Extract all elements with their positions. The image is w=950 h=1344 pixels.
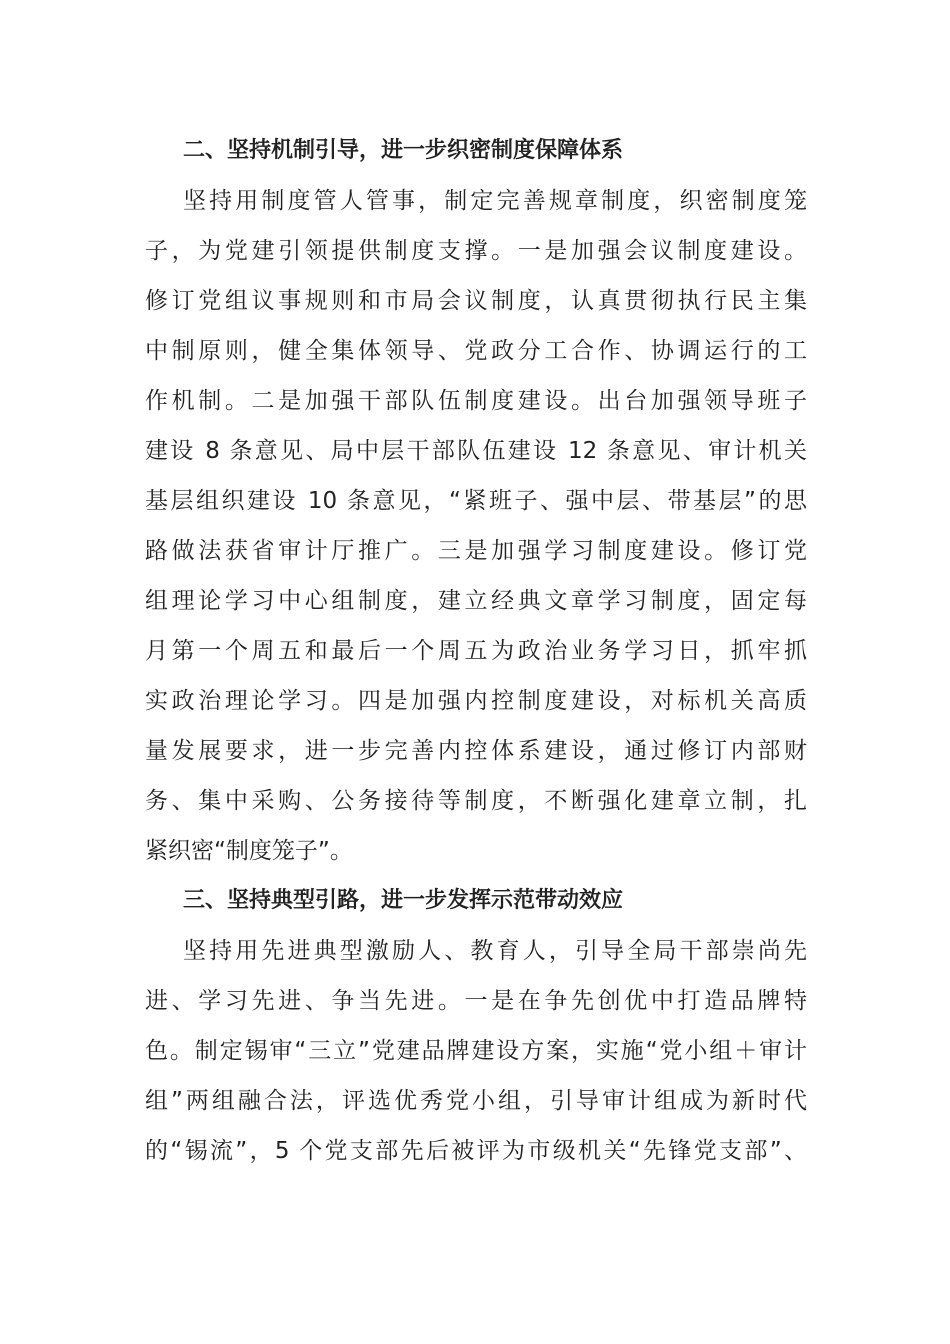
paragraph-line: 月第一个周五和最后一个周五为政治业务学习日，抓牢抓	[145, 638, 807, 664]
paragraph-line: 坚持用先进典型激励人、教育人，引导全局干部崇尚先	[183, 938, 807, 964]
paragraph-line: 紧织密“制度笼子”。	[145, 838, 353, 864]
paragraph-line: 务、集中采购、公务接待等制度，不断强化建章立制，扎	[145, 788, 807, 814]
paragraph-line: 组”两组融合法，评选优秀党小组，引导审计组成为新时代	[145, 1088, 807, 1114]
paragraph-line: 坚持用制度管人管事，制定完善规章制度，织密制度笼	[183, 188, 807, 214]
paragraph-line: 色。制定锡审“三立”党建品牌建设方案，实施“党小组＋审计	[145, 1038, 807, 1064]
document-body	[145, 126, 807, 1176]
section-paragraph	[145, 926, 807, 1176]
paragraph-line: 组理论学习中心组制度，建立经典文章学习制度，固定每	[145, 588, 807, 614]
paragraph-line: 实政治理论学习。四是加强内控制度建设，对标机关高质	[145, 688, 807, 714]
paragraph-line: 路做法获省审计厅推广。三是加强学习制度建设。修订党	[145, 538, 807, 564]
paragraph-line: 建设 8 条意见、局中层干部队伍建设 12 条意见、审计机关	[145, 438, 807, 464]
paragraph-line: 子，为党建引领提供制度支撑。一是加强会议制度建设。	[145, 238, 807, 264]
paragraph-line: 量发展要求，进一步完善内控体系建设，通过修订内部财	[145, 738, 807, 764]
paragraph-line: 进、学习先进、争当先进。一是在争先创优中打造品牌特	[145, 988, 807, 1014]
paragraph-line: 基层组织建设 10 条意见，“紧班子、强中层、带基层”的思	[145, 488, 807, 514]
paragraph-line: 作机制。二是加强干部队伍制度建设。出台加强领导班子	[145, 388, 807, 414]
section-heading: 二、坚持机制引导，进一步织密制度保障体系	[183, 138, 624, 163]
section-heading: 三、坚持典型引路，进一步发挥示范带动效应	[183, 888, 624, 913]
paragraph-line: 修订党组议事规则和市局会议制度，认真贯彻执行民主集	[145, 288, 807, 314]
paragraph-line: 中制原则，健全集体领导、党政分工合作、协调运行的工	[145, 338, 807, 364]
paragraph-line: 的“锡流”，5 个党支部先后被评为市级机关“先锋党支部”、	[145, 1138, 807, 1164]
section-paragraph	[145, 176, 807, 876]
